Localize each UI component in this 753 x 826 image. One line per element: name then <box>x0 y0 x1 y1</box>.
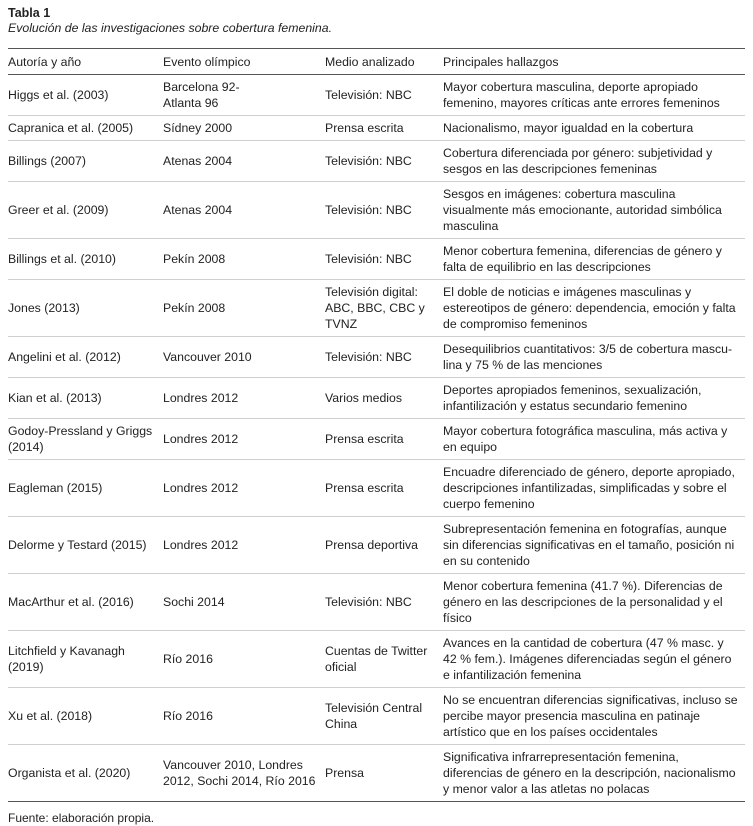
table-row <box>8 460 745 517</box>
cell-media: Televisión: NBC <box>325 595 412 609</box>
table-row <box>8 688 745 745</box>
table-row <box>8 517 745 574</box>
cell-event: Río 2016 <box>163 709 213 723</box>
cell-author: Litchfield y Kavanagh (2019) <box>8 644 125 674</box>
table-row <box>8 182 745 239</box>
cell-media: Cuentas de Twitter oficial <box>325 644 428 674</box>
table-body <box>8 75 745 802</box>
cell-findings: Desequilibrios cuantitativos: 3/5 de cobertura mascu-lina y 75 % de las menciones <box>443 342 733 372</box>
cell-author: Organista et al. (2020) <box>8 766 131 780</box>
cell-findings: Menor cobertura femenina, diferencias de género y falta de equilibrio en las descripciones <box>443 244 722 274</box>
cell-findings: El doble de noticias e imágenes masculinas y estereotipos de género: dependencia, emoción y falta de compromiso femeninos <box>443 285 736 331</box>
header-author: Autoría y año <box>8 49 163 75</box>
cell-findings: Nacionalismo, mayor igualdad en la cobertura <box>443 121 694 135</box>
cell-event: Sídney 2000 <box>163 121 233 135</box>
table-row <box>8 745 745 802</box>
cell-event: Atenas 2004 <box>163 203 233 217</box>
cell-author: Kian et al. (2013) <box>8 391 102 405</box>
cell-media: Televisión: NBC <box>325 252 412 266</box>
cell-media: Televisión: NBC <box>325 154 412 168</box>
cell-media: Prensa <box>325 766 364 780</box>
cell-event: Vancouver 2010, Londres 2012, Sochi 2014, Río 2016 <box>163 758 316 788</box>
cell-media: Televisión: NBC <box>325 203 412 217</box>
cell-event: Londres 2012 <box>163 432 239 446</box>
cell-author: Higgs et al. (2003) <box>8 88 109 102</box>
cell-media: Prensa escrita <box>325 432 404 446</box>
cell-findings: Significativa infrarrepresentación femenina, diferencias de género en la descripción, nacionalismo y menor valor a las atletas no polacas <box>443 750 736 796</box>
cell-findings: Menor cobertura femenina (41.7 %). Diferencias de género en las descripciones de la personalidad y el físico <box>443 579 723 625</box>
cell-findings: Avances en la cantidad de cobertura (47 % masc. y 42 % fem.). Imágenes diferenciadas según el género e infantilización femenina <box>443 636 732 682</box>
cell-author: MacArthur et al. (2016) <box>8 595 134 609</box>
cell-author: Delorme y Testard (2015) <box>8 538 147 552</box>
table-row <box>8 239 745 280</box>
header-event: Evento olímpico <box>163 49 325 75</box>
cell-media: Televisión: NBC <box>325 88 412 102</box>
cell-findings: No se encuentran diferencias significativas, incluso se percibe mayor presencia masculina en patinaje artístico que en los países occidentales <box>443 693 738 739</box>
table-caption: Evolución de las investigaciones sobre cobertura femenina. <box>8 21 333 35</box>
cell-media: Prensa escrita <box>325 121 404 135</box>
cell-author: Billings et al. (2010) <box>8 252 116 266</box>
cell-findings: Deportes apropiados femeninos, sexualización, infantilización y estatus secundario femenino <box>443 383 702 413</box>
table-row <box>8 419 745 460</box>
table-label: Tabla 1 <box>8 6 51 20</box>
cell-author: Capranica et al. (2005) <box>8 121 134 135</box>
cell-author: Billings (2007) <box>8 154 86 168</box>
cell-findings: Subrepresentación femenina en fotografías, aunque sin diferencias significativas en el tamaño, posición ni en su contenido <box>443 522 735 568</box>
cell-author: Godoy-Pressland y Griggs (2014) <box>8 424 153 454</box>
cell-event: Atenas 2004 <box>163 154 233 168</box>
cell-media: Prensa escrita <box>325 481 404 495</box>
header-media: Medio analizado <box>325 49 443 75</box>
cell-media: Televisión Central China <box>325 701 423 731</box>
table-row <box>8 631 745 688</box>
table-source-note: Fuente: elaboración propia. <box>8 811 155 825</box>
cell-author: Angelini et al. (2012) <box>8 350 121 364</box>
cell-author: Eagleman (2015) <box>8 481 103 495</box>
cell-author: Xu et al. (2018) <box>8 709 93 723</box>
table-row <box>8 280 745 337</box>
table-row <box>8 378 745 419</box>
cell-findings: Sesgos en imágenes: cobertura masculina visualmente más emocionante, autoridad simbólica masculina <box>443 187 722 233</box>
cell-findings: Mayor cobertura fotográfica masculina, más activa y en equipo <box>443 424 728 454</box>
cell-event: Londres 2012 <box>163 481 239 495</box>
research-table <box>8 48 745 802</box>
table-row <box>8 116 745 141</box>
cell-event: Barcelona 92- Atlanta 96 <box>163 80 240 110</box>
table-row <box>8 141 745 182</box>
cell-media: Televisión digital: ABC, BBC, CBC y TVNZ <box>325 285 425 331</box>
cell-findings: Cobertura diferenciada por género: subjetividad y sesgos en las descripciones femeninas <box>443 146 713 176</box>
table-row <box>8 75 745 116</box>
cell-media: Prensa deportiva <box>325 538 418 552</box>
cell-event: Londres 2012 <box>163 538 239 552</box>
cell-event: Londres 2012 <box>163 391 239 405</box>
cell-media: Varios medios <box>325 391 402 405</box>
cell-event: Vancouver 2010 <box>163 350 252 364</box>
table-row <box>8 337 745 378</box>
cell-findings: Encuadre diferenciado de género, deporte apropiado, descripciones infantilizadas, simplificadas y sobre el cuerpo femenino <box>443 465 735 511</box>
cell-event: Sochi 2014 <box>163 595 225 609</box>
table-row <box>8 574 745 631</box>
cell-findings: Mayor cobertura masculina, deporte apropiado femenino, mayores críticas ante errores femeninos <box>443 80 720 110</box>
cell-author: Greer et al. (2009) <box>8 203 109 217</box>
cell-event: Río 2016 <box>163 652 213 666</box>
cell-event: Pekín 2008 <box>163 301 226 315</box>
table-header-row <box>8 49 745 75</box>
cell-event: Pekín 2008 <box>163 252 226 266</box>
header-findings: Principales hallazgos <box>443 49 745 75</box>
cell-author: Jones (2013) <box>8 301 80 315</box>
cell-media: Televisión: NBC <box>325 350 412 364</box>
